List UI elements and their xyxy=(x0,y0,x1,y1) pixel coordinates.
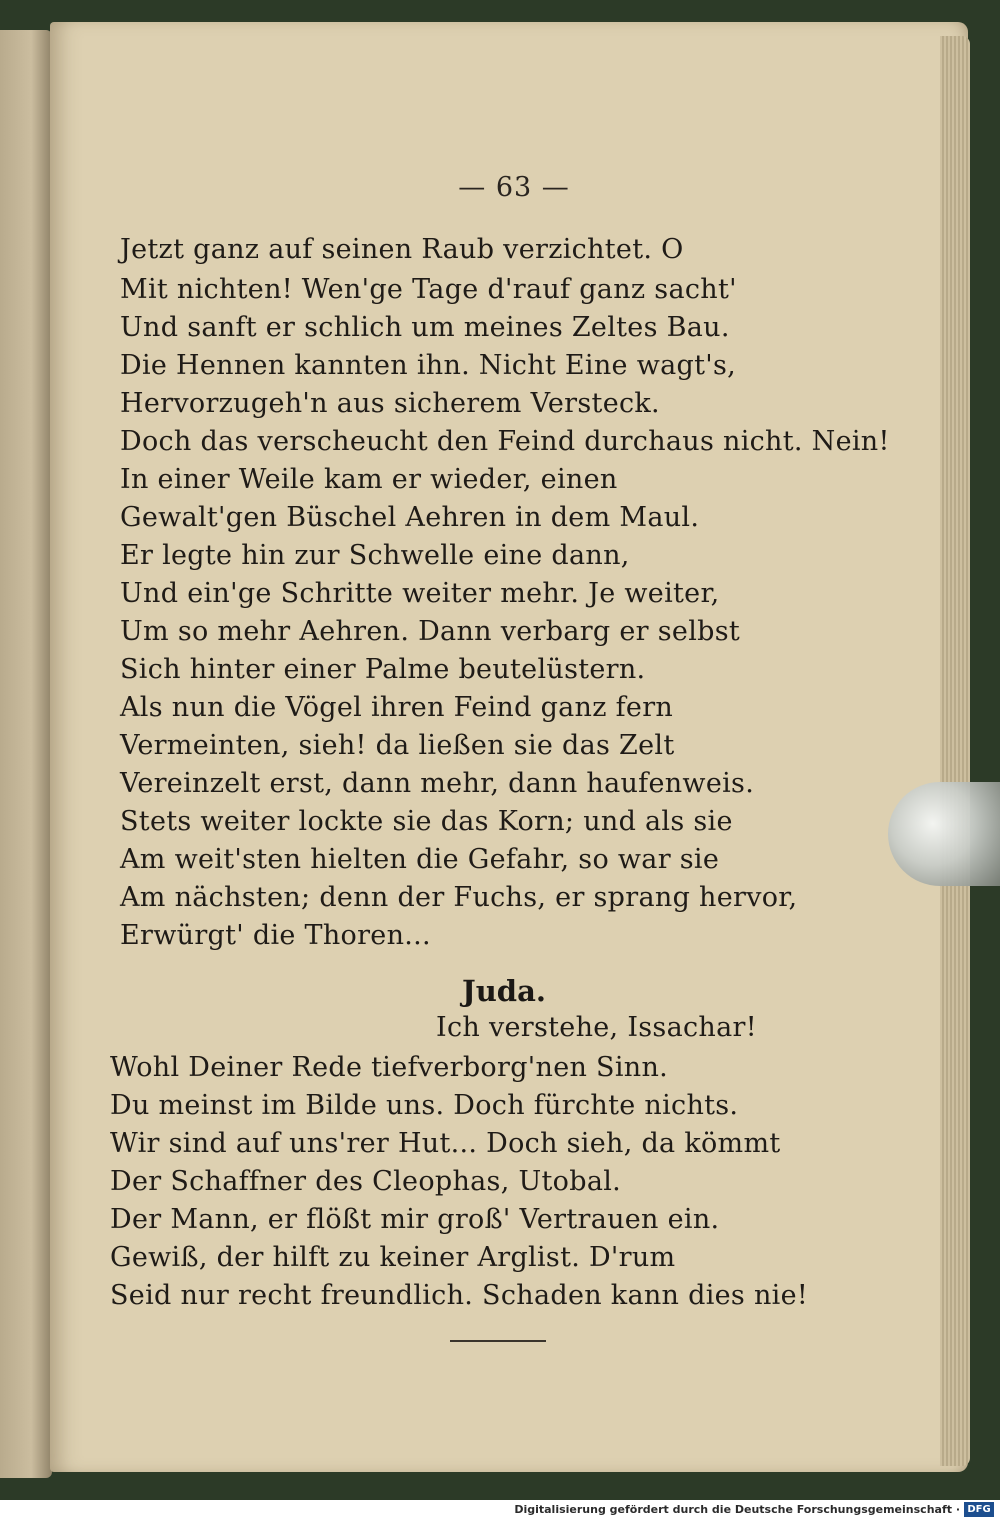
page-clip xyxy=(888,782,1000,886)
verse-line: Um so mehr Aehren. Dann verbarg er selbst xyxy=(120,616,741,647)
verse-line: Und ein'ge Schritte weiter mehr. Je weiter, xyxy=(120,578,720,609)
verse-line: Sich hinter einer Palme beutelüstern. xyxy=(120,654,646,685)
page-number: — 63 — xyxy=(458,172,570,203)
verse-line: Du meinst im Bilde uns. Doch fürchte nichts. xyxy=(110,1090,739,1121)
verse-line: Gewiß, der hilft zu keiner Arglist. D'rum xyxy=(110,1242,676,1273)
dfg-logo-icon: DFG xyxy=(964,1502,994,1517)
footer-credit: Digitalisierung gefördert durch die Deutsche Forschungsgemeinschaft · xyxy=(514,1503,960,1516)
end-rule xyxy=(450,1340,546,1342)
verse-line: Und sanft er schlich um meines Zeltes Bau. xyxy=(120,312,730,343)
book-page xyxy=(50,22,968,1472)
left-page-edge xyxy=(0,30,52,1478)
verse-line: Jetzt ganz auf seinen Raub verzichtet. O xyxy=(120,234,684,265)
verse-line: Seid nur recht freundlich. Schaden kann dies nie! xyxy=(110,1280,809,1311)
verse-line: In einer Weile kam er wieder, einen xyxy=(120,464,618,495)
verse-line: Vereinzelt erst, dann mehr, dann haufenweis. xyxy=(120,768,755,799)
verse-line: Er legte hin zur Schwelle eine dann, xyxy=(120,540,630,571)
verse-line: Erwürgt' die Thoren... xyxy=(120,920,431,951)
verse-line: Vermeinten, sieh! da ließen sie das Zelt xyxy=(120,730,675,761)
verse-line: Ich verstehe, Issachar! xyxy=(436,1012,757,1043)
verse-line: Doch das verscheucht den Feind durchaus nicht. Nein! xyxy=(120,426,890,457)
verse-line: Die Hennen kannten ihn. Nicht Eine wagt's, xyxy=(120,350,737,381)
verse-line: Gewalt'gen Büschel Aehren in dem Maul. xyxy=(120,502,700,533)
verse-line: Der Mann, er flößt mir groß' Vertrauen ein. xyxy=(110,1204,720,1235)
verse-line: Mit nichten! Wen'ge Tage d'rauf ganz sacht' xyxy=(120,274,737,305)
verse-line: Hervorzugeh'n aus sicherem Versteck. xyxy=(120,388,660,419)
verse-line: Wir sind auf uns'rer Hut... Doch sieh, da kömmt xyxy=(110,1128,781,1159)
verse-line: Am weit'sten hielten die Gefahr, so war sie xyxy=(120,844,720,875)
page-stack-edge xyxy=(940,36,970,1466)
verse-line: Als nun die Vögel ihren Feind ganz fern xyxy=(120,692,674,723)
verse-line: Wohl Deiner Rede tiefverborg'nen Sinn. xyxy=(110,1052,669,1083)
verse-line: Der Schaffner des Cleophas, Utobal. xyxy=(110,1166,622,1197)
verse-line: Stets weiter lockte sie das Korn; und als sie xyxy=(120,806,733,837)
verse-line: Am nächsten; denn der Fuchs, er sprang hervor, xyxy=(120,882,798,913)
speaker-name: Juda. xyxy=(462,974,546,1008)
